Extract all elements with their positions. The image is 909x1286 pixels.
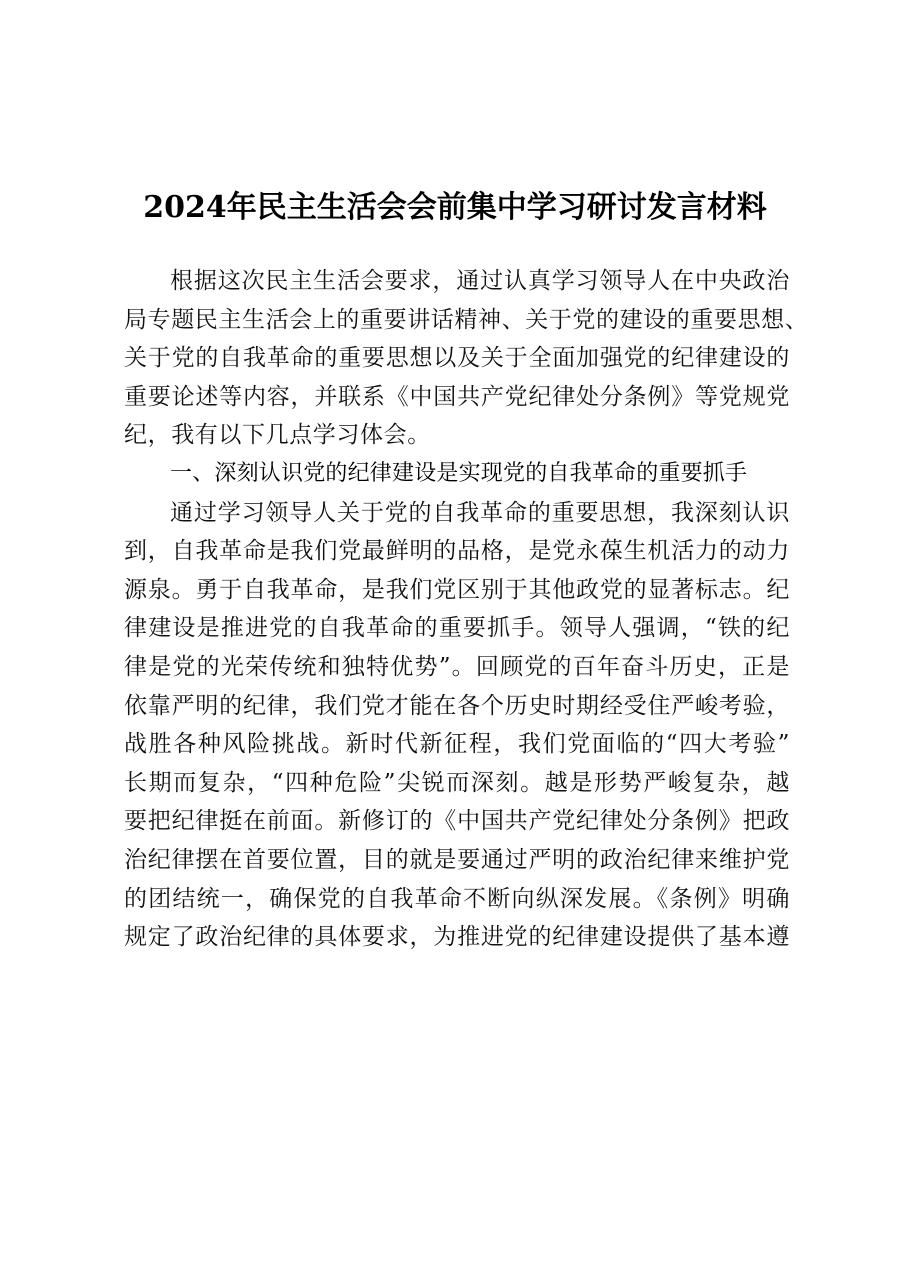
paragraph-line: 律建设是推进党的自我革命的重要抓手。领导人强调，“铁的纪 bbox=[124, 615, 790, 642]
paragraph-line: 重要论述等内容，并联系《中国共产党纪律处分条例》等党规党 bbox=[124, 383, 790, 410]
paragraph-line: 要把纪律挺在前面。新修订的《中国共产党纪律处分条例》把政 bbox=[124, 808, 790, 835]
paragraph-line: 到，自我革命是我们党最鲜明的品格，是党永葆生机活力的动力 bbox=[124, 538, 790, 565]
paragraph-line: 局专题民主生活会上的重要讲话精神、关于党的建设的重要思想、 bbox=[124, 306, 809, 333]
paragraph-line: 规定了政治纪律的具体要求，为推进党的纪律建设提供了基本遵 bbox=[124, 924, 790, 951]
paragraph-line: 治纪律摆在首要位置，目的就是要通过严明的政治纪律来维护党 bbox=[124, 846, 790, 873]
document-body bbox=[124, 262, 809, 957]
paragraph-line: 通过学习领导人关于党的自我革命的重要思想，我深刻认识 bbox=[170, 499, 790, 526]
paragraph-line: 根据这次民主生活会要求，通过认真学习领导人在中央政治 bbox=[170, 268, 790, 294]
paragraph-line: 关于党的自我革命的重要思想以及关于全面加强党的纪律建设的 bbox=[124, 345, 790, 372]
paragraph-line: 依靠严明的纪律，我们党才能在各个历史时期经受住严峻考验， bbox=[124, 692, 790, 719]
paragraph-line: 长期而复杂，“四种危险”尖锐而深刻。越是形势严峻复杂，越 bbox=[124, 769, 790, 796]
paragraph-line: 律是党的光荣传统和独特优势”。回顾党的百年奋斗历史，正是 bbox=[124, 653, 790, 680]
paragraph-line: 的团结统一，确保党的自我革命不断向纵深发展。《条例》明确 bbox=[124, 885, 790, 912]
section-heading: 一、深刻认识党的纪律建设是实现党的自我革命的重要抓手 bbox=[170, 460, 748, 486]
document-title: 2024年民主生活会会前集中学习研讨发言材料 bbox=[143, 190, 767, 225]
paragraph-line: 纪，我有以下几点学习体会。 bbox=[124, 422, 431, 449]
paragraph-line: 战胜各种风险挑战。新时代新征程，我们党面临的“四大考验” bbox=[124, 731, 790, 758]
paragraph-line: 源泉。勇于自我革命，是我们党区别于其他政党的显著标志。纪 bbox=[124, 576, 790, 603]
